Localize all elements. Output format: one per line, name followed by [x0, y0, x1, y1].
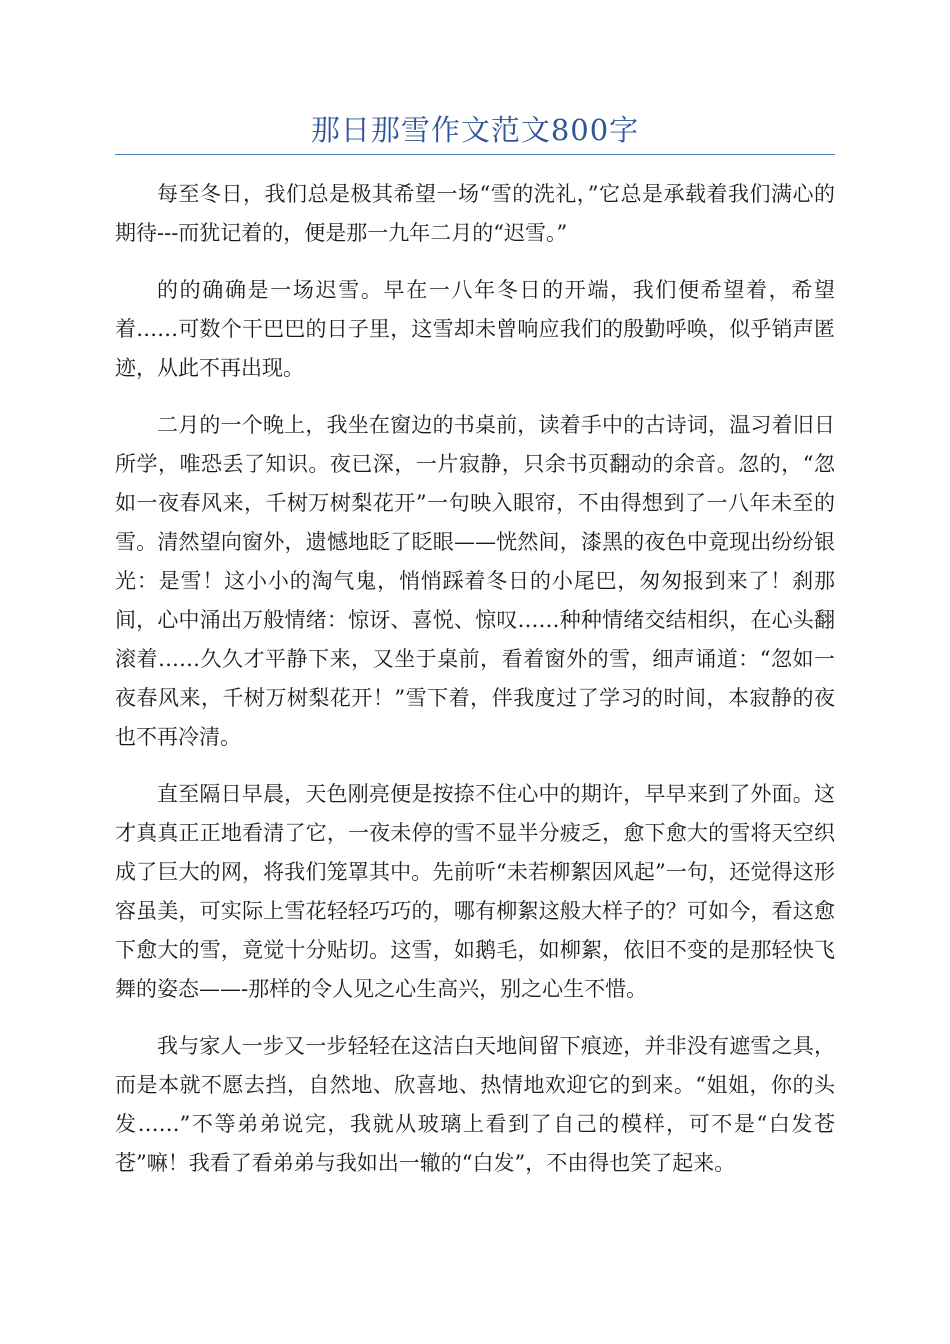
- document-title: 那日那雪作文范文800字: [310, 113, 640, 147]
- title-underline: [115, 154, 835, 155]
- paragraph-3: 二月的一个晚上，我坐在窗边的书桌前，读着手中的古诗词，温习着旧日所学，唯恐丢了知识。夜已深，一片寂静，只余书页翻动的余音。忽的，“忽如一夜春风来，千树万树梨花开”一句映入眼帘，不由得想到了一八年未至的雪。清然望向窗外，遗憾地眨了眨眼——恍然间，漆黑的夜色中竟现出纷纷银光：是雪！这小小的淘气鬼，悄悄踩着冬日的小尾巴，匆匆报到来了！刹那间，心中涌出万般情绪：惊讶、喜悦、惊叹……种种情绪交结相织，在心头翻滚着……久久才平静下来，又坐于桌前，看着窗外的雪，细声诵道：“忽如一夜春风来，千树万树梨花开！”雪下着，伴我度过了学习的时间，本寂静的夜也不再冷清。: [115, 413, 835, 749]
- paragraph-1: 每至冬日，我们总是极其希望一场“雪的洗礼，”它总是承载着我们满心的期待---而犹记着的，便是那一九年二月的“迟雪。”: [115, 182, 835, 245]
- document-body: [115, 175, 835, 1201]
- paragraph-5: 我与家人一步又一步轻轻在这洁白天地间留下痕迹，并非没有遮雪之具，而是本就不愿去挡，自然地、欣喜地、热情地欢迎它的到来。“姐姐，你的头发……”不等弟弟说完，我就从玻璃上看到了自己的模样，可不是“白发苍苍”嘛！我看了看弟弟与我如出一辙的“白发”，不由得也笑了起来。: [115, 1034, 835, 1175]
- paragraph-4: 直至隔日早晨，天色刚亮便是按捺不住心中的期许，早早来到了外面。这才真真正正地看清了它，一夜未停的雪不显半分疲乏，愈下愈大的雪将天空织成了巨大的网，将我们笼罩其中。先前听“未若柳絮因风起”一句，还觉得这形容虽美，可实际上雪花轻轻巧巧的，哪有柳絮这般大样子的？可如今，看这愈下愈大的雪，竟觉十分贴切。这雪，如鹅毛，如柳絮，依旧不变的是那轻快飞舞的姿态——-那样的令人见之心生高兴，别之心生不惜。: [115, 782, 835, 1001]
- paragraph-2: 的的确确是一场迟雪。早在一八年冬日的开端，我们便希望着，希望着……可数个干巴巴的日子里，这雪却未曾响应我们的殷勤呼唤，似乎销声匿迹，从此不再出现。: [115, 278, 835, 380]
